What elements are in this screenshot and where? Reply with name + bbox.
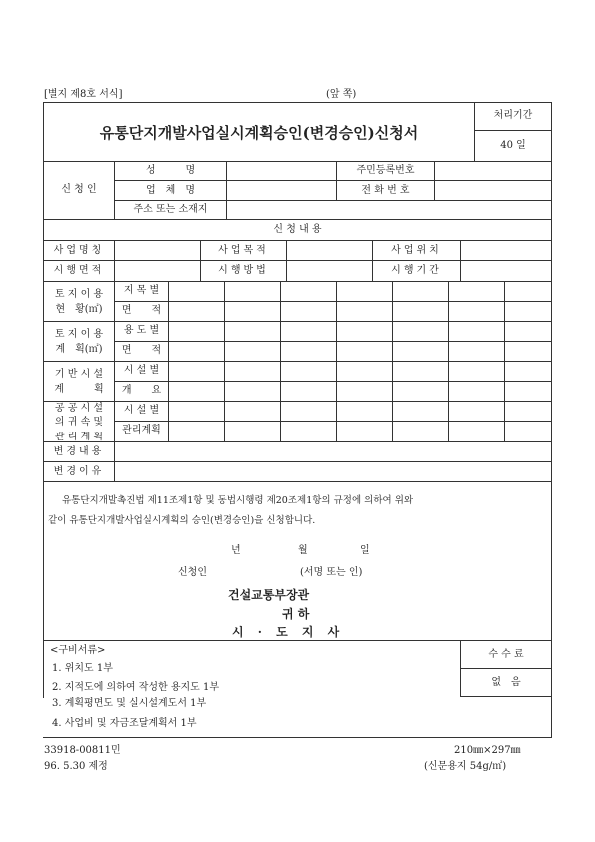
period-field[interactable] bbox=[461, 261, 550, 280]
project-location-field[interactable] bbox=[461, 241, 550, 259]
document-item: 3. 계획평면도 및 실시설계도서 1부 bbox=[52, 698, 207, 709]
project-location-label: 사업위치 bbox=[391, 245, 442, 256]
phone-label: 전 화 번 호 bbox=[361, 185, 410, 196]
form-code: 33918-00811민 bbox=[44, 745, 121, 756]
established-date: 96. 5.30 제정 bbox=[44, 761, 108, 772]
form-title: 유통단지개발사업실시계획승인(변경승인)신청서 bbox=[99, 124, 419, 142]
paper-size: 210㎜×297㎜ bbox=[454, 745, 521, 756]
address-label: 주소 또는 소재지 bbox=[133, 204, 208, 215]
processing-period-value: 40 일 bbox=[500, 140, 526, 151]
project-name-label: 사업명칭 bbox=[53, 245, 105, 256]
land-use-plan-label: 토 지 이 용 bbox=[54, 329, 104, 340]
public-facility-label-2: 의 귀 속 및 bbox=[54, 417, 104, 428]
land-category-label: 지 목 별 bbox=[123, 285, 160, 296]
period-label: 시행기간 bbox=[391, 265, 442, 276]
name-label: 성 명 bbox=[145, 165, 196, 176]
address-field[interactable] bbox=[227, 201, 550, 218]
method-field[interactable] bbox=[287, 261, 371, 280]
statement-line-2: 같이 유통단지개발사업실시계획의 승인(변경승인)을 신청합니다. bbox=[48, 515, 316, 526]
project-name-field[interactable] bbox=[115, 241, 199, 259]
land-area-label: 면 적 bbox=[121, 305, 162, 316]
name-field[interactable] bbox=[227, 162, 335, 179]
public-facility-label: 공 공 시 설 bbox=[54, 403, 104, 414]
phone-field[interactable] bbox=[435, 181, 550, 199]
company-field[interactable] bbox=[227, 181, 335, 199]
public-facility-label-3: 관 리 계 획 bbox=[54, 432, 104, 441]
public-management-label: 관리계획 bbox=[122, 425, 161, 436]
recipient-minister: 건설교통부장관 bbox=[228, 588, 310, 602]
land-use-status-unit: 현 황(㎡) bbox=[55, 304, 103, 315]
date-day-label: 일 bbox=[360, 545, 370, 556]
land-use-plan-unit: 계 획(㎡) bbox=[55, 344, 103, 355]
project-purpose-field[interactable] bbox=[287, 241, 371, 259]
company-name-label: 업 체 명 bbox=[146, 185, 195, 196]
date-year-label: 년 bbox=[231, 545, 241, 556]
fee-label: 수 수 료 bbox=[488, 649, 524, 660]
content-section-header: 신 청 내 용 bbox=[273, 224, 322, 235]
change-content-label: 변경내용 bbox=[53, 446, 105, 457]
signature-hint: (서명 또는 인) bbox=[300, 567, 363, 578]
page-side-label: (앞 쪽) bbox=[326, 89, 357, 100]
change-content-field[interactable] bbox=[115, 442, 550, 460]
document-item: 2. 지적도에 의하여 작성한 용지도 1부 bbox=[52, 682, 220, 693]
infra-plan-label: 기 반 시 설 bbox=[54, 369, 104, 380]
use-type-label: 용 도 별 bbox=[123, 325, 160, 336]
fee-value: 없 음 bbox=[491, 677, 521, 688]
paper-type: (신문용지 54g/㎡) bbox=[424, 761, 507, 772]
documents-header: <구비서류> bbox=[50, 645, 106, 656]
form-number: [별지 제8호 서식] bbox=[44, 89, 123, 100]
area-field[interactable] bbox=[115, 261, 199, 280]
method-label: 시행방법 bbox=[218, 265, 269, 276]
public-facility-type-label: 시 설 별 bbox=[123, 405, 160, 416]
use-area-label: 면 적 bbox=[121, 345, 162, 356]
recipient-governor: 시 · 도 지 사 bbox=[232, 625, 345, 639]
applicant-section-label: 신 청 인 bbox=[61, 184, 97, 195]
rrn-label: 주민등록번호 bbox=[356, 165, 415, 176]
change-reason-label: 변경이유 bbox=[53, 466, 105, 477]
land-use-status-label: 토 지 이 용 bbox=[54, 289, 104, 300]
document-item: 1. 위치도 1부 bbox=[52, 663, 113, 674]
change-reason-field[interactable] bbox=[115, 462, 550, 480]
area-label: 시행면적 bbox=[53, 265, 105, 276]
rrn-field[interactable] bbox=[435, 162, 550, 179]
signer-label: 신청인 bbox=[178, 567, 207, 578]
document-item: 4. 사업비 및 자금조달계획서 1부 bbox=[52, 718, 197, 729]
recipient-honorific: 귀 하 bbox=[282, 607, 310, 621]
infra-overview-label: 개 요 bbox=[121, 385, 162, 396]
infra-facility-label: 시 설 별 bbox=[123, 365, 160, 376]
statement-line-1: 유통단지개발촉진법 제11조제1항 및 동법시행령 제20조제1항의 규정에 의하여 위와 bbox=[62, 495, 414, 506]
project-purpose-label: 사업목적 bbox=[218, 245, 269, 256]
processing-period-label: 처리기간 bbox=[493, 110, 533, 121]
date-month-label: 월 bbox=[298, 545, 308, 556]
infra-plan-label-2: 계 획 bbox=[54, 384, 104, 395]
